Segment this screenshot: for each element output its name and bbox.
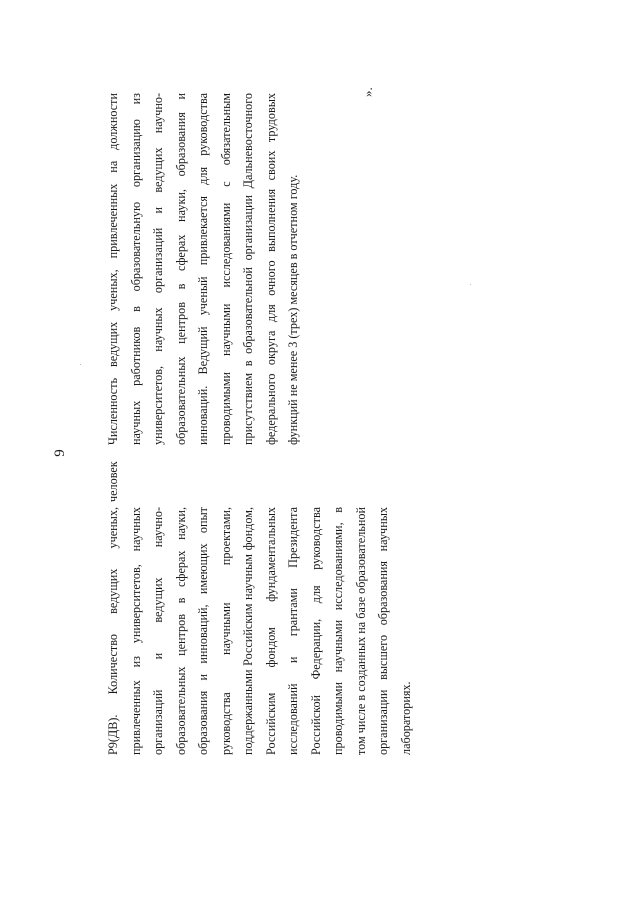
indicator-cell: Р9(ДВ). Количество ведущих ученых, привлеченных из университетов, научных организаций и ведущих научно-образовательных центров в сферах науки, образования и инноваций, имеющих опыт руководства научными проектами, поддержанными Российским научным фондом, Российским фондом фундаментальных исследований и грантами Президента Российской Федерации, для руководства проводимыми научными исследованиями, в том числе в созданных на базе образовательной организации высшего образования научных лабораториях. [106,507,413,755]
scan-speck [470,284,471,285]
closing-quote-mark: ». [360,87,375,97]
scan-speck [80,364,81,365]
page-number: 9 [52,449,68,457]
unit-cell: человек [106,461,120,502]
calculation-method-cell: Численность ведущих ученых, привлеченных на должности научных работников в образовательную организацию из университетов, научных организаций и ведущих научно-образовательных центров в сферах науки, образования и инноваций. Ведущий ученый привлекается для руководства проводимыми научными исследованиями с обязательным присутствием в образовательной организации Дальневосточного федерального округа для очного выполнения своих трудовых функций не менее 3 (трех) месяцев в отчетном году. [106,93,300,445]
